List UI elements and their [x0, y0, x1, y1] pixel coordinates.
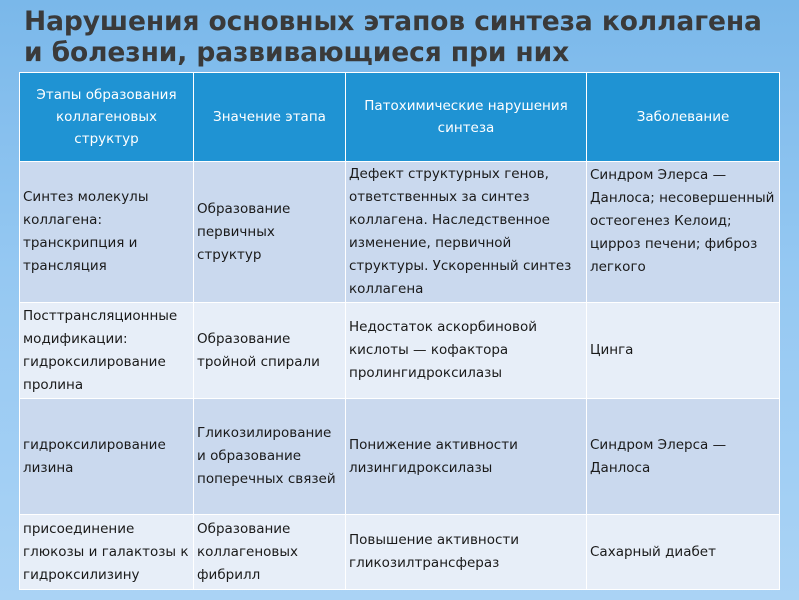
cell-disorder: Понижение активности лизингидроксилазы	[346, 399, 587, 515]
cell-stage: присоединение глюкозы и галактозы к гидроксилизину	[20, 515, 194, 590]
cell-meaning: Образование первичных структур	[194, 162, 346, 303]
cell-stage: гидроксилирование лизина	[20, 399, 194, 515]
table-row	[20, 515, 780, 590]
slide-title: Нарушения основных этапов синтеза коллагена и болезни, развивающиеся при них	[24, 6, 762, 68]
table-row	[20, 399, 780, 515]
table-header-row	[20, 73, 780, 162]
cell-meaning: Образование коллагеновых фибрилл	[194, 515, 346, 590]
collagen-disorders-table-container	[19, 72, 779, 588]
cell-disease: Цинга	[587, 303, 780, 399]
cell-disorder: Повышение активности гликозилтрансфераз	[346, 515, 587, 590]
header-stage: Этапы образования коллагеновых структур	[20, 73, 194, 162]
table-row	[20, 303, 780, 399]
table-row	[20, 162, 780, 303]
cell-meaning: Образование тройной спирали	[194, 303, 346, 399]
cell-disease: Синдром Элерса — Данлоса	[587, 399, 780, 515]
cell-disease: Синдром Элерса — Данлоса; несовершенный остеогенез Келоид; цирроз печени; фиброз легкого	[587, 162, 780, 303]
cell-meaning: Гликозилирование и образование поперечных связей	[194, 399, 346, 515]
header-meaning: Значение этапа	[194, 73, 346, 162]
cell-disease: Сахарный диабет	[587, 515, 780, 590]
header-disorder: Патохимические нарушения синтеза	[346, 73, 587, 162]
cell-stage: Посттрансляционные модификации: гидроксилирование пролина	[20, 303, 194, 399]
header-disease: Заболевание	[587, 73, 780, 162]
cell-disorder: Недостаток аскорбиновой кислоты — кофактора пролингидроксилазы	[346, 303, 587, 399]
collagen-disorders-table	[19, 72, 780, 590]
cell-disorder: Дефект структурных генов, ответственных за синтез коллагена. Наследственное изменение, первичной структуры. Ускоренный синтез коллагена	[346, 162, 587, 303]
cell-stage: Синтез молекулы коллагена: транскрипция и трансляция	[20, 162, 194, 303]
